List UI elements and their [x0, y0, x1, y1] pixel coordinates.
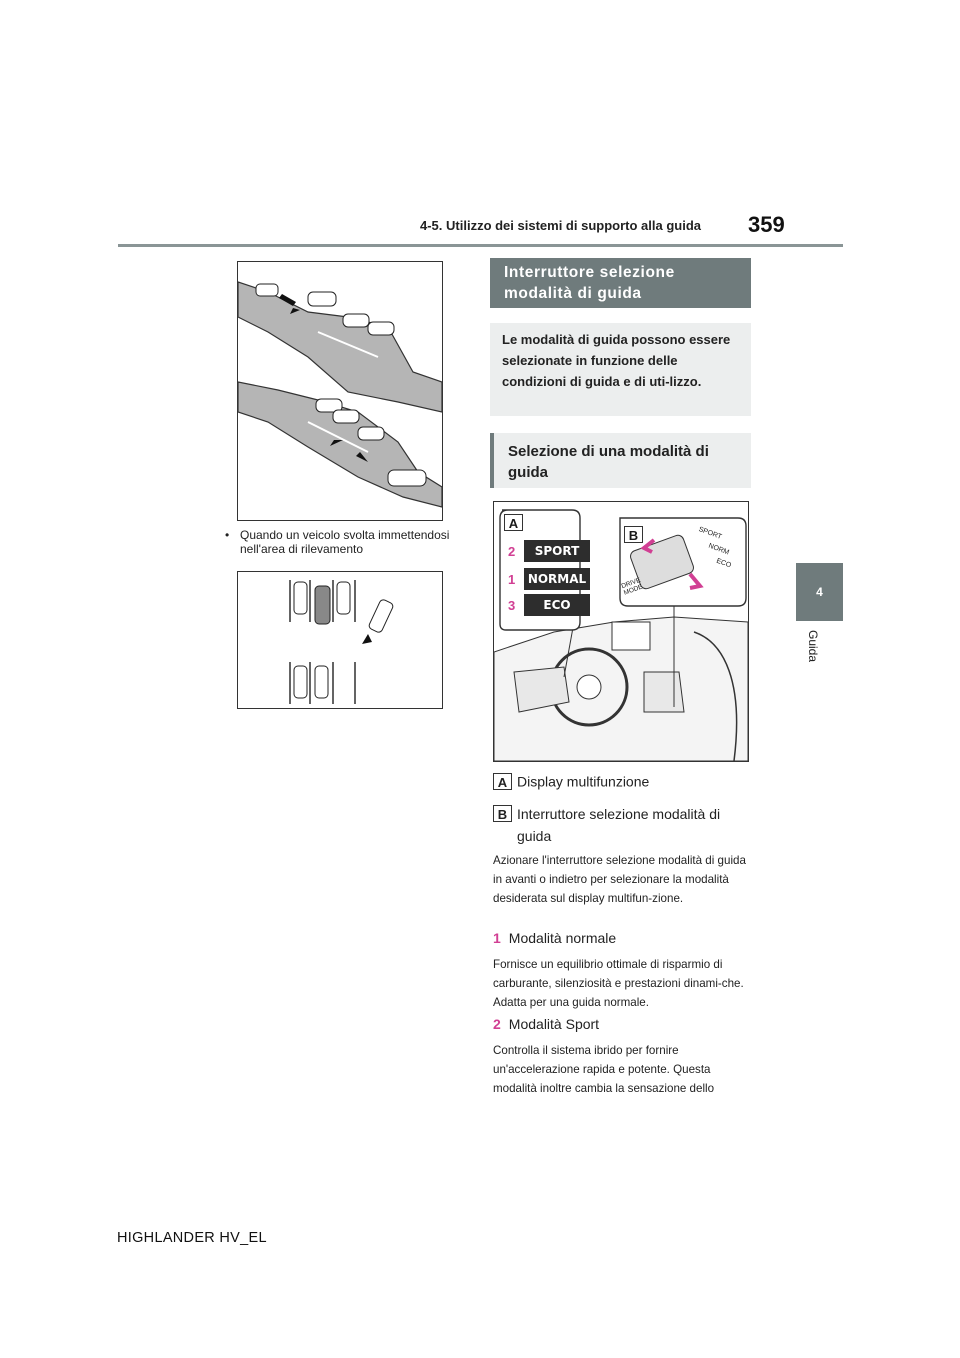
legend-badge-a: A [493, 773, 512, 790]
mode-sport: SPORT [524, 540, 590, 562]
mode-number: 1 [508, 572, 516, 587]
parking-drawing [238, 572, 442, 708]
mode-normal: NORMAL [524, 568, 590, 590]
bullet-text: Quando un veicolo svolta immettendosi nell'area di rilevamento [240, 528, 450, 556]
bullet-dot: • [225, 528, 230, 542]
switch-label-sport: SPORT [697, 526, 723, 541]
section-title: 4-5. Utilizzo dei sistemi di supporto alla guida [420, 218, 701, 233]
legend-text-a: Display multifunzione [517, 773, 650, 790]
callout-a: A [504, 514, 523, 531]
footer-model: HIGHLANDER HV_EL [117, 1230, 267, 1246]
mode-item-normal [493, 930, 616, 946]
chapter-number: 4 [816, 585, 823, 599]
legend-item-a [493, 772, 649, 790]
subsection-heading: Selezione di una modalità di guida [490, 433, 751, 488]
drive-mode-illustration [493, 501, 749, 762]
chapter-label: Guida [806, 630, 820, 663]
parking-illustration [237, 571, 443, 709]
page-number: 359 [748, 212, 785, 237]
header-divider [118, 244, 843, 247]
paragraph-normal: Fornisce un equilibrio ottimale di risparmio di carburante, silenziosità e prestazioni dinami-che. Adatta per una guida normale. [493, 958, 744, 1009]
intro-box: Le modalità di guida possono essere selezionate in funzione delle condizioni di guida e di uti-lizzo. [490, 323, 751, 416]
paragraph-sport: Controlla il sistema ibrido per fornire un'accelerazione rapida e potente. Questa modalità inoltre cambia la sensazione dello [493, 1044, 715, 1095]
paragraph-instructions: Azionare l'interruttore selezione modalità di guida in avanti o indietro per selezionare la modalità desiderata sul display multifun-zione. [493, 854, 746, 905]
chapter-tab[interactable] [796, 563, 843, 621]
switch-label-eco: ECO [715, 557, 732, 570]
mode-number: 3 [508, 598, 516, 613]
legend-badge-b: B [493, 805, 512, 822]
section-heading: Interruttore selezione modalità di guida [490, 258, 751, 308]
legend-text-b: Interruttore selezione modalità di guida [517, 806, 721, 844]
item-number: 1 [493, 930, 501, 946]
callout-b: B [624, 526, 643, 543]
item-title: Modalità normale [508, 930, 617, 946]
mode-eco: ECO [524, 594, 590, 616]
bullet-item [225, 528, 457, 556]
mode-number: 2 [508, 544, 516, 559]
switch-label-norm: NORM [707, 542, 730, 557]
legend-item-b [493, 803, 751, 847]
mode-item-sport [493, 1016, 599, 1032]
drive-mode-label: DRIVE MODE [620, 576, 644, 597]
road-merge-drawing [238, 262, 442, 520]
item-number: 2 [493, 1016, 501, 1032]
merge-illustration [237, 261, 443, 521]
item-title: Modalità Sport [508, 1016, 600, 1032]
